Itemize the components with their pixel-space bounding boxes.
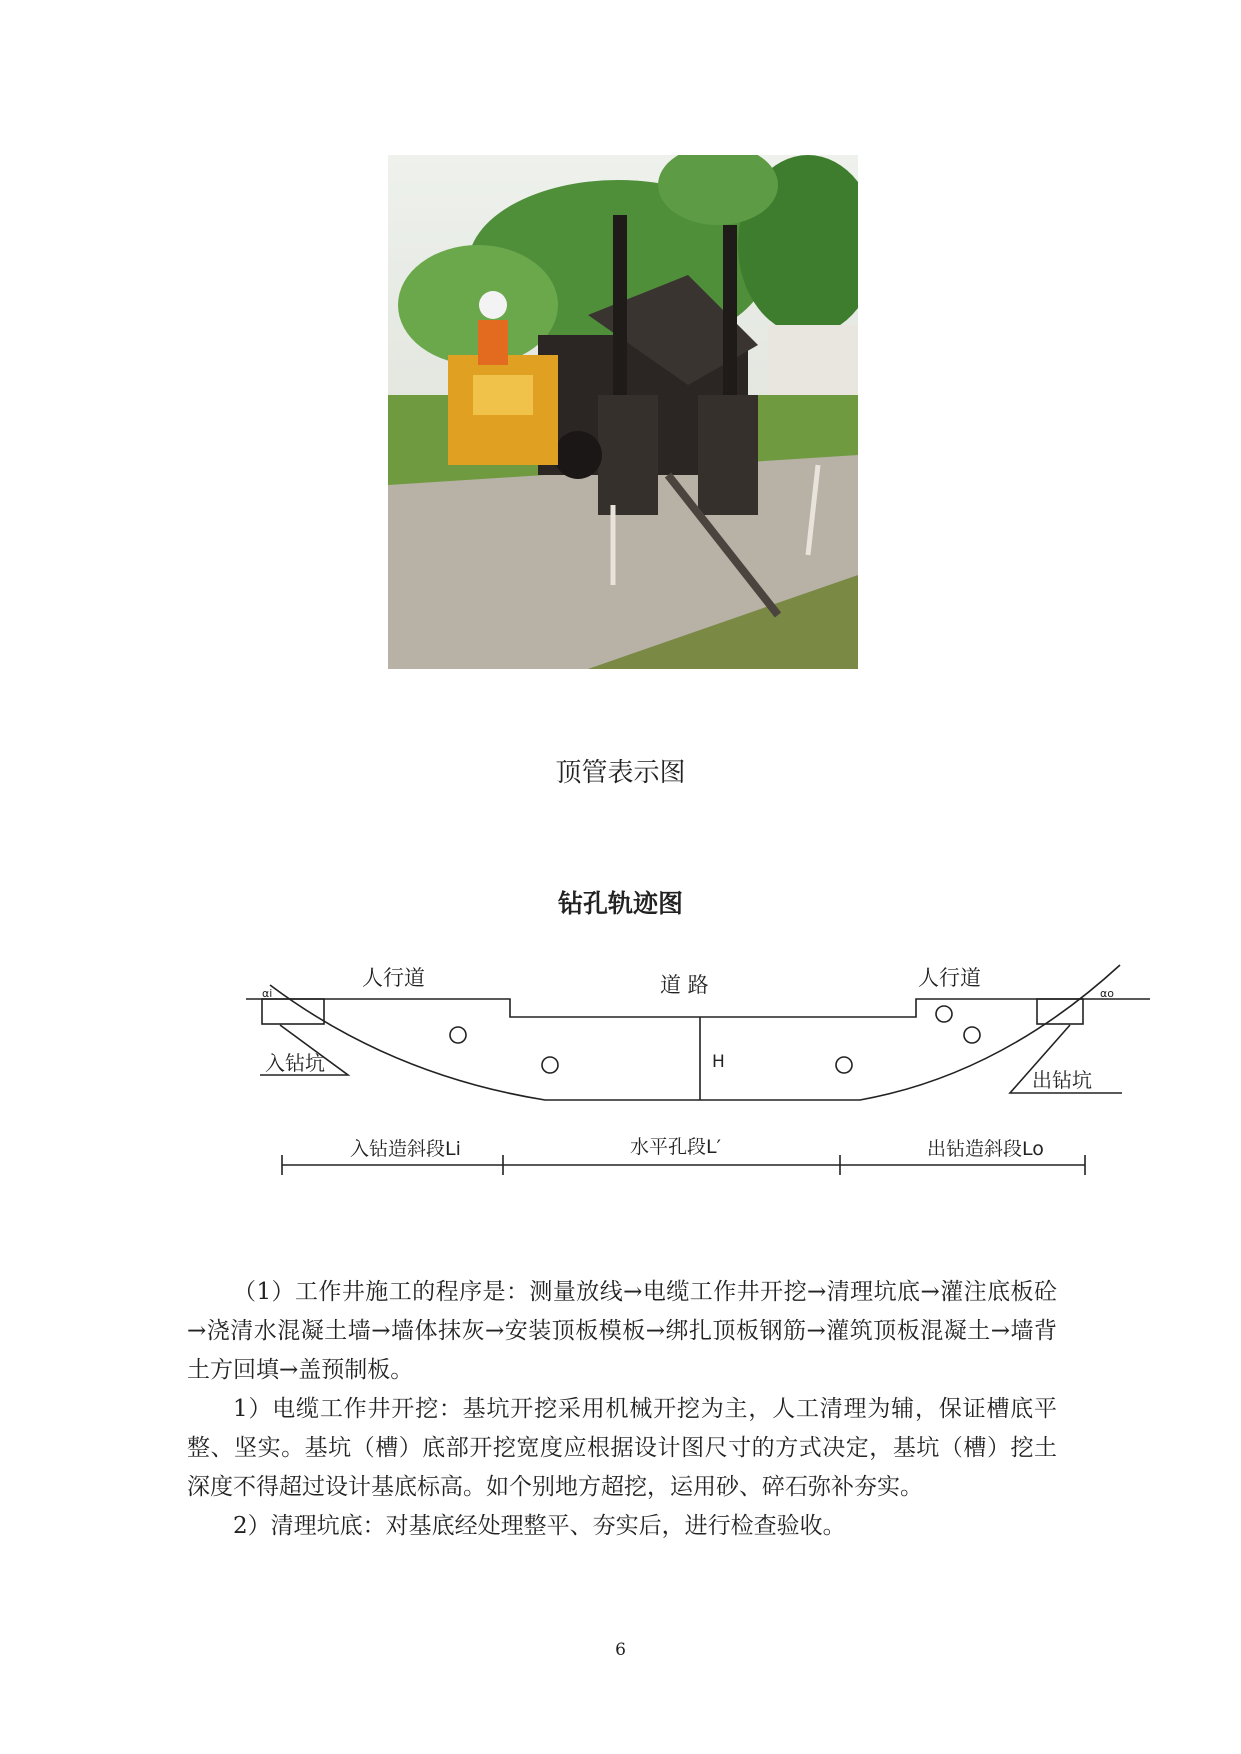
drilling-trajectory-diagram (240, 955, 1160, 1225)
paragraph-1: （1）工作井施工的程序是：测量放线→电缆工作井开挖→清理坑底→灌注底板砼→浇清水混凝土墙→墙体抹灰→安装顶板模板→绑扎顶板钢筋→灌筑顶板混凝土→墙背土方回填→盖预制板。 (187, 1279, 1057, 1383)
depth-label: H (712, 1052, 725, 1072)
entry-pit (262, 999, 324, 1024)
utility-circle (450, 1027, 466, 1043)
exit-segment-label: 出钻造斜段Lo (927, 1138, 1044, 1160)
utility-circle (542, 1057, 558, 1073)
body-text (187, 1273, 1057, 1546)
entry-pit-label: 入钻坑 (265, 1051, 325, 1075)
photo-caption: 顶管表示图 (555, 758, 686, 788)
exit-pit-label: 出钻坑 (1032, 1068, 1092, 1092)
drilling-rig-photo (388, 155, 858, 669)
paragraph-2: 1）电缆工作井开挖：基坑开挖采用机械开挖为主，人工清理为辅，保证槽底平整、坚实。基坑（槽）底部开挖宽度应根据设计图尺寸的方式决定，基坑（槽）挖土深度不得超过设计基底标高。如个别地方超挖，运用砂、碎石弥补夯实。 (187, 1396, 1057, 1500)
entry-segment-label: 入钻造斜段Li (350, 1138, 461, 1160)
road-label: 道 路 (660, 973, 709, 997)
sidewalk-right-label: 人行道 (918, 966, 981, 990)
utility-circle (964, 1027, 980, 1043)
ground-line (246, 999, 1150, 1017)
diagram-title: 钻孔轨迹图 (557, 889, 683, 918)
sidewalk-left-label: 人行道 (362, 966, 425, 990)
paragraph-3: 2）清理坑底：对基底经处理整平、夯实后，进行检查验收。 (233, 1513, 846, 1539)
utility-circle (936, 1006, 952, 1022)
alpha-in-label: αi (262, 987, 273, 1000)
utility-circle (836, 1057, 852, 1073)
horizontal-segment-label: 水平孔段L′ (630, 1136, 721, 1158)
page-number: 6 (615, 1640, 626, 1660)
alpha-out-label: αo (1100, 987, 1114, 1000)
